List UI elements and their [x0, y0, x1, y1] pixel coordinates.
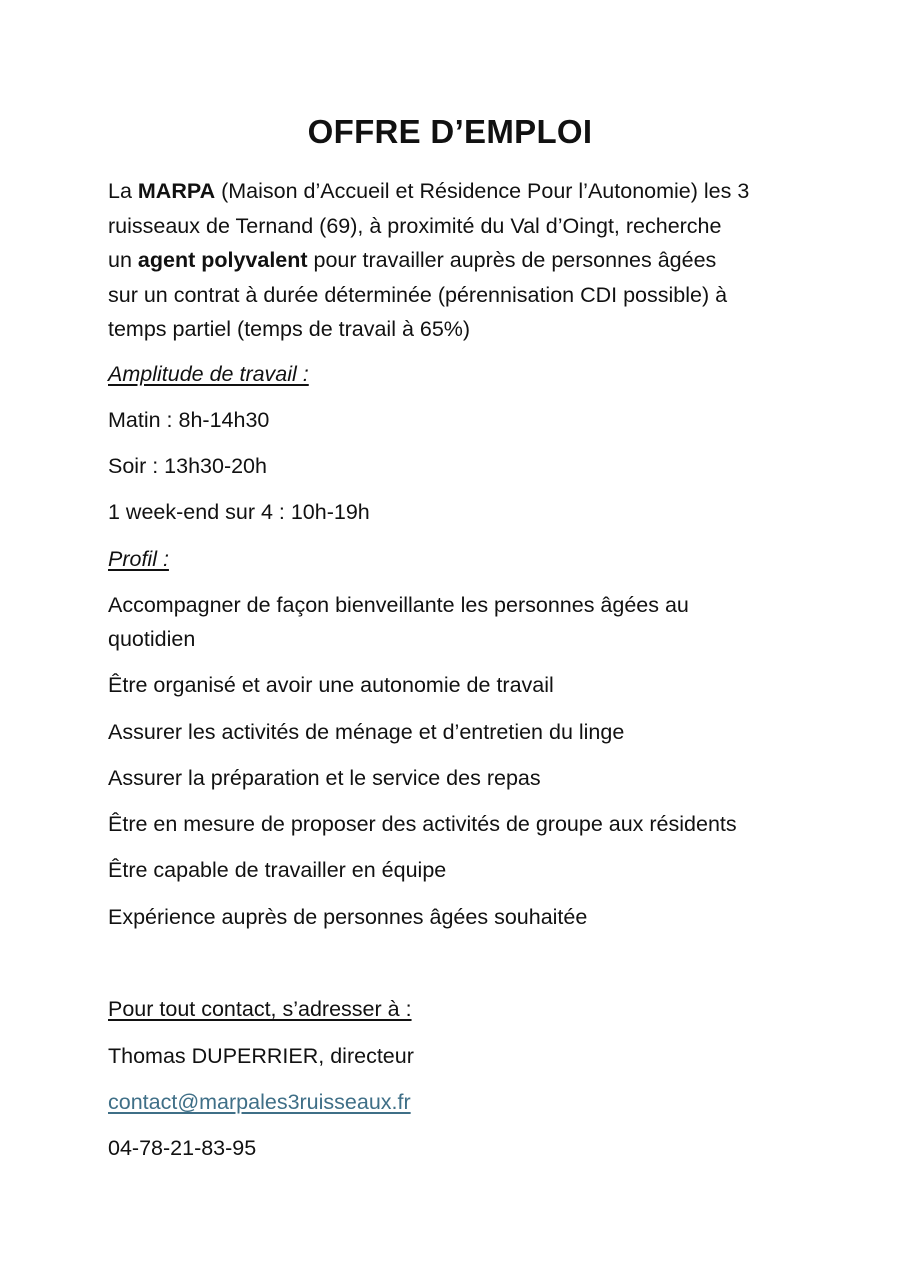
intro-line-2: ruisseaux de Ternand (69), à proximité du Val d’Oingt, recherche [108, 213, 722, 238]
contact-phone: 04-78-21-83-95 [108, 1136, 257, 1160]
intro-line-1 [108, 174, 808, 209]
intro-text: pour travailler auprès de personnes âgées [307, 248, 717, 272]
intro-line-5: temps partiel (temps de travail à 65%) [108, 317, 471, 341]
profil-item: Être capable de travailler en équipe [108, 858, 447, 882]
profil-item: Expérience auprès de personnes âgées souhaitée [108, 905, 588, 929]
job-title: agent polyvalent [137, 248, 308, 272]
profil-item: Assurer la préparation et le service des repas [108, 766, 541, 790]
profil-item: Être en mesure de proposer des activités de groupe aux résidents [108, 812, 737, 836]
intro-line-4: sur un contrat à durée déterminée (pérennisation CDI possible) à [108, 282, 728, 307]
profil-item: Accompagner de façon bienveillante les personnes âgées au [108, 593, 689, 617]
contact-email-link[interactable]: contact@marpales3ruisseaux.fr [108, 1090, 411, 1114]
profil-item-continuation: quotidien [108, 627, 196, 651]
profil-item: Assurer les activités de ménage et d’entretien du linge [108, 720, 625, 744]
schedule-item: 1 week-end sur 4 : 10h-19h [108, 500, 370, 524]
profil-item: Être organisé et avoir une autonomie de travail [108, 673, 554, 697]
intro-text: un [108, 248, 138, 272]
contact-heading: Pour tout contact, s’adresser à : [108, 997, 412, 1021]
profil-heading: Profil : [108, 547, 169, 571]
schedule-item: Soir : 13h30-20h [108, 454, 267, 478]
intro-line-3 [108, 243, 808, 278]
schedule-item: Matin : 8h-14h30 [108, 408, 270, 432]
intro-text: La [108, 179, 138, 203]
intro-text: (Maison d’Accueil et Résidence Pour l’Autonomie) les 3 [215, 179, 750, 203]
organization-name: MARPA [137, 179, 216, 203]
contact-email-row [108, 1085, 411, 1120]
amplitude-heading: Amplitude de travail : [108, 362, 309, 386]
page-title: OFFRE D’EMPLOI [307, 113, 593, 150]
contact-name: Thomas DUPERRIER, directeur [108, 1044, 414, 1068]
intro-paragraph [108, 174, 808, 347]
